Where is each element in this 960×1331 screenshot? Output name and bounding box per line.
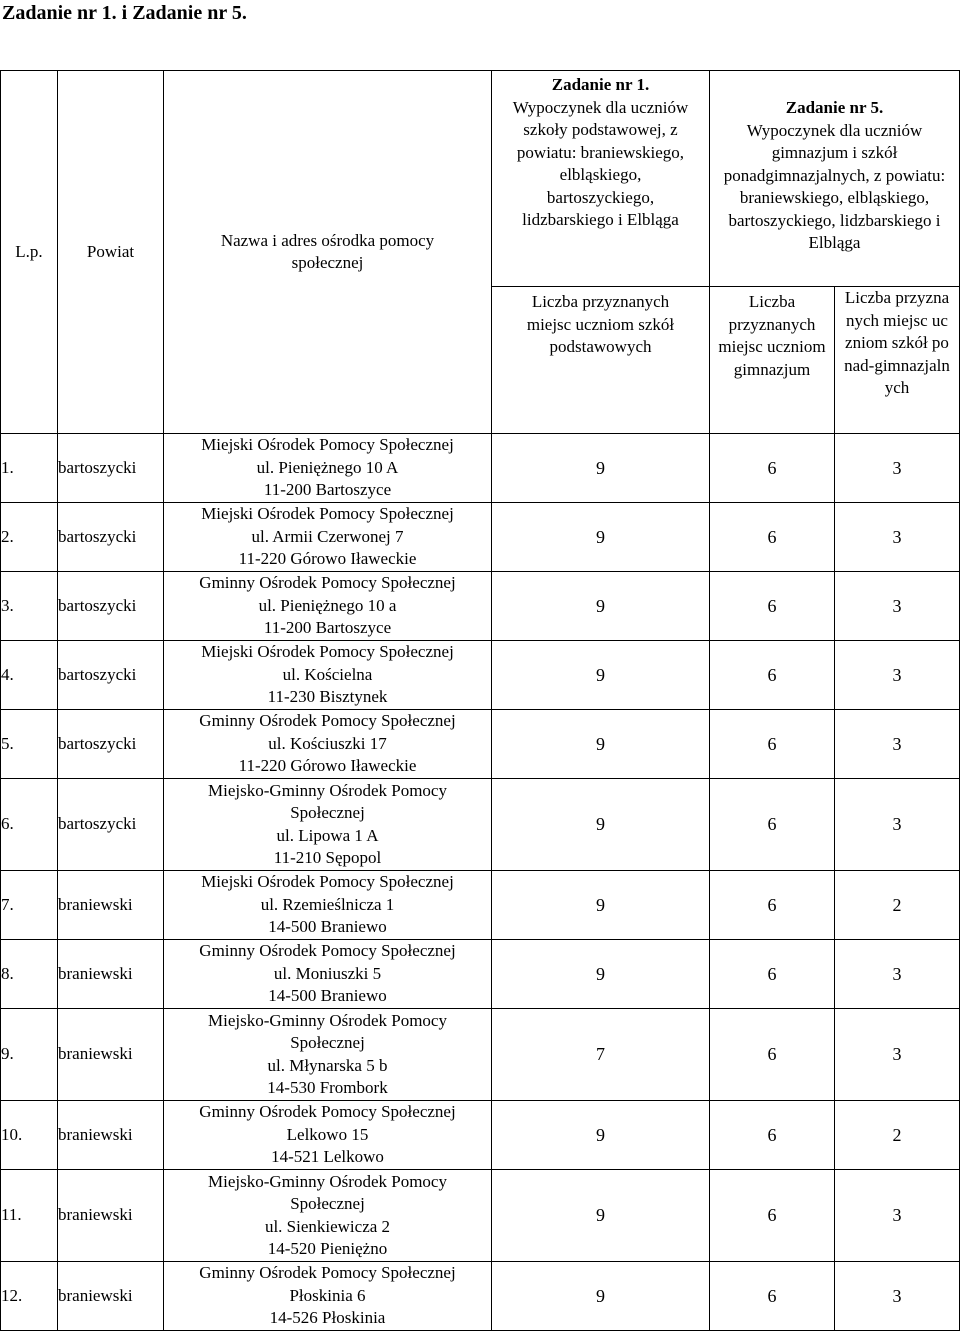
allocation-table <box>0 70 960 1331</box>
row-lp: 12. <box>1 1262 58 1331</box>
center-name: Gminny Ośrodek Pomocy Społecznej <box>199 941 456 961</box>
row-lp: 8. <box>1 940 58 1009</box>
row-address <box>164 1170 492 1262</box>
row-z1-count: 9 <box>492 434 710 503</box>
row-z5-gimnazjum-count: 6 <box>710 1170 835 1262</box>
table-row <box>1 779 960 871</box>
center-street: ul. Lipowa 1 A <box>276 825 379 845</box>
table-row <box>1 871 960 940</box>
row-z1-count: 9 <box>492 1262 710 1331</box>
row-powiat: bartoszycki <box>58 572 164 641</box>
center-name: Miejski Ośrodek Pomocy Społecznej <box>201 435 454 455</box>
header-z5-gimnazjum <box>710 287 835 434</box>
row-lp: 4. <box>1 641 58 710</box>
center-street: Płoskinia 6 <box>289 1285 366 1305</box>
row-z5-ponadgimnazjalne-count: 2 <box>835 1101 960 1170</box>
row-address <box>164 434 492 503</box>
row-lp: 10. <box>1 1101 58 1170</box>
row-z5-gimnazjum-count: 6 <box>710 641 835 710</box>
center-name: Miejsko-Gminny Ośrodek Pomocy Społecznej <box>208 780 447 822</box>
row-powiat: braniewski <box>58 940 164 1009</box>
table-row <box>1 1262 960 1331</box>
table-row <box>1 940 960 1009</box>
row-z5-gimnazjum-count: 6 <box>710 779 835 871</box>
row-powiat: braniewski <box>58 1262 164 1331</box>
row-z5-ponadgimnazjalne-count: 3 <box>835 572 960 641</box>
row-z5-gimnazjum-count: 6 <box>710 1101 835 1170</box>
row-z1-count: 9 <box>492 940 710 1009</box>
center-name: Miejski Ośrodek Pomocy Społecznej <box>201 504 454 524</box>
header-nazwa-text: Nazwa i adres ośrodka pomocy społecznej <box>220 230 435 272</box>
row-powiat: bartoszycki <box>58 434 164 503</box>
center-city: 11-200 Bartoszyce <box>263 618 392 638</box>
row-z5-ponadgimnazjalne-count: 3 <box>835 940 960 1009</box>
row-z5-gimnazjum-count: 6 <box>710 710 835 779</box>
center-street: ul. Sienkiewicza 2 <box>264 1216 391 1236</box>
row-address <box>164 503 492 572</box>
row-powiat: bartoszycki <box>58 779 164 871</box>
center-street: ul. Kościuszki 17 <box>268 733 387 753</box>
center-name: Miejski Ośrodek Pomocy Społecznej <box>201 642 454 662</box>
row-z5-ponadgimnazjalne-count: 3 <box>835 710 960 779</box>
header-powiat: Powiat <box>58 71 164 434</box>
row-lp: 5. <box>1 710 58 779</box>
row-z1-count: 9 <box>492 871 710 940</box>
row-powiat: bartoszycki <box>58 710 164 779</box>
center-city: 14-500 Braniewo <box>268 986 387 1006</box>
row-lp: 3. <box>1 572 58 641</box>
row-z1-count: 9 <box>492 641 710 710</box>
row-z5-gimnazjum-count: 6 <box>710 572 835 641</box>
center-street: ul. Kościelna <box>282 664 373 684</box>
zadanie-1-title: Zadanie nr 1. <box>551 75 650 94</box>
center-city: 11-210 Sępopol <box>273 848 382 867</box>
zadanie-1-description: Wypoczynek dla uczniów szkoły podstawowej, z powiatu: braniewskiego, elbląskiego, bartoszyckiego, lidzbarskiego i Elbląga <box>512 97 689 229</box>
center-name: Gminny Ośrodek Pomocy Społecznej <box>199 573 456 593</box>
row-address <box>164 1101 492 1170</box>
center-street: ul. Pieniężnego 10 A <box>256 457 399 477</box>
center-city: 14-520 Pieniężno <box>267 1239 388 1258</box>
row-z5-gimnazjum-count: 6 <box>710 1009 835 1101</box>
row-z1-count: 9 <box>492 503 710 572</box>
row-z5-ponadgimnazjalne-count: 3 <box>835 641 960 710</box>
center-street: ul. Młynarska 5 b <box>267 1055 388 1075</box>
center-city: 14-526 Płoskinia <box>269 1308 386 1327</box>
row-z5-gimnazjum-count: 6 <box>710 940 835 1009</box>
z5-gimnazjum-text: Liczba przyznanych miejsc uczniom gimnazjum <box>718 292 826 379</box>
table-row <box>1 710 960 779</box>
row-lp: 11. <box>1 1170 58 1262</box>
row-z5-gimnazjum-count: 6 <box>710 434 835 503</box>
row-z1-count: 9 <box>492 710 710 779</box>
center-name: Gminny Ośrodek Pomocy Społecznej <box>199 711 456 731</box>
row-z5-gimnazjum-count: 6 <box>710 503 835 572</box>
row-z1-count: 9 <box>492 1101 710 1170</box>
zadanie-5-title: Zadanie nr 5. <box>785 98 884 117</box>
center-name: Gminny Ośrodek Pomocy Społecznej <box>199 1102 456 1122</box>
row-lp: 2. <box>1 503 58 572</box>
document-title: Zadanie nr 1. i Zadanie nr 5. <box>2 2 247 24</box>
row-powiat: braniewski <box>58 871 164 940</box>
center-city: 11-200 Bartoszyce <box>263 480 392 500</box>
row-z1-count: 9 <box>492 1170 710 1262</box>
header-z5-ponadgimnazjalne <box>835 287 960 434</box>
row-z1-count: 9 <box>492 572 710 641</box>
table-row <box>1 1009 960 1101</box>
center-street: Lelkowo 15 <box>286 1124 369 1144</box>
header-z1-liczba <box>492 287 710 434</box>
row-lp: 6. <box>1 779 58 871</box>
row-powiat: braniewski <box>58 1170 164 1262</box>
header-nazwa <box>164 71 492 434</box>
table-body <box>1 434 960 1331</box>
center-city: 11-220 Górowo Iławeckie <box>238 549 417 569</box>
row-powiat: bartoszycki <box>58 503 164 572</box>
center-name: Miejsko-Gminny Ośrodek Pomocy Społecznej <box>208 1171 447 1213</box>
row-z5-gimnazjum-count: 6 <box>710 1262 835 1331</box>
row-z5-ponadgimnazjalne-count: 3 <box>835 1170 960 1262</box>
row-z5-gimnazjum-count: 6 <box>710 871 835 940</box>
z5-ponadgimnazjalne-text: Liczba przyznanych miejsc uczniom szkół ponad-gimnazjalnych <box>844 288 950 397</box>
center-city: 11-230 Bisztynek <box>267 687 388 707</box>
zadanie-5-description: Wypoczynek dla uczniów gimnazjum i szkół ponadgimnazjalnych, z powiatu: braniewskiego, elbląskiego, bartoszyckiego, lidzbarskiego i Elbląga <box>723 120 946 252</box>
row-z1-count: 7 <box>492 1009 710 1101</box>
center-name: Miejski Ośrodek Pomocy Społecznej <box>201 872 454 892</box>
row-address <box>164 1009 492 1101</box>
header-lp: L.p. <box>1 71 58 434</box>
row-lp: 1. <box>1 434 58 503</box>
center-street: ul. Pieniężnego 10 a <box>258 595 397 615</box>
row-address <box>164 641 492 710</box>
table-row <box>1 641 960 710</box>
center-name: Miejsko-Gminny Ośrodek Pomocy Społecznej <box>208 1010 447 1052</box>
header-zadanie-1 <box>492 71 710 287</box>
header-zadanie-5 <box>710 71 960 287</box>
table-row <box>1 1170 960 1262</box>
row-lp: 9. <box>1 1009 58 1101</box>
center-city: 14-521 Lelkowo <box>271 1147 384 1167</box>
center-street: ul. Armii Czerwonej 7 <box>251 526 404 546</box>
row-z5-ponadgimnazjalne-count: 3 <box>835 503 960 572</box>
row-z5-ponadgimnazjalne-count: 3 <box>835 1262 960 1331</box>
table-row <box>1 1101 960 1170</box>
table-row <box>1 503 960 572</box>
table-row <box>1 572 960 641</box>
row-address <box>164 1262 492 1331</box>
center-city: 14-500 Braniewo <box>268 917 387 937</box>
row-z1-count: 9 <box>492 779 710 871</box>
center-name: Gminny Ośrodek Pomocy Społecznej <box>199 1263 456 1282</box>
row-powiat: bartoszycki <box>58 641 164 710</box>
row-powiat: braniewski <box>58 1101 164 1170</box>
z1-liczba-text: Liczba przyznanych miejsc uczniom szkół podstawowych <box>526 292 675 356</box>
row-address <box>164 710 492 779</box>
row-address <box>164 572 492 641</box>
row-z5-ponadgimnazjalne-count: 3 <box>835 779 960 871</box>
row-z5-ponadgimnazjalne-count: 3 <box>835 1009 960 1101</box>
table-row <box>1 434 960 503</box>
center-city: 14-530 Frombork <box>267 1078 388 1097</box>
center-street: ul. Moniuszki 5 <box>273 963 382 983</box>
row-powiat: braniewski <box>58 1009 164 1101</box>
row-z5-ponadgimnazjalne-count: 2 <box>835 871 960 940</box>
row-address <box>164 871 492 940</box>
row-address <box>164 779 492 871</box>
row-z5-ponadgimnazjalne-count: 3 <box>835 434 960 503</box>
center-street: ul. Rzemieślnicza 1 <box>260 894 395 914</box>
center-city: 11-220 Górowo Iławeckie <box>238 756 417 776</box>
row-address <box>164 940 492 1009</box>
row-lp: 7. <box>1 871 58 940</box>
